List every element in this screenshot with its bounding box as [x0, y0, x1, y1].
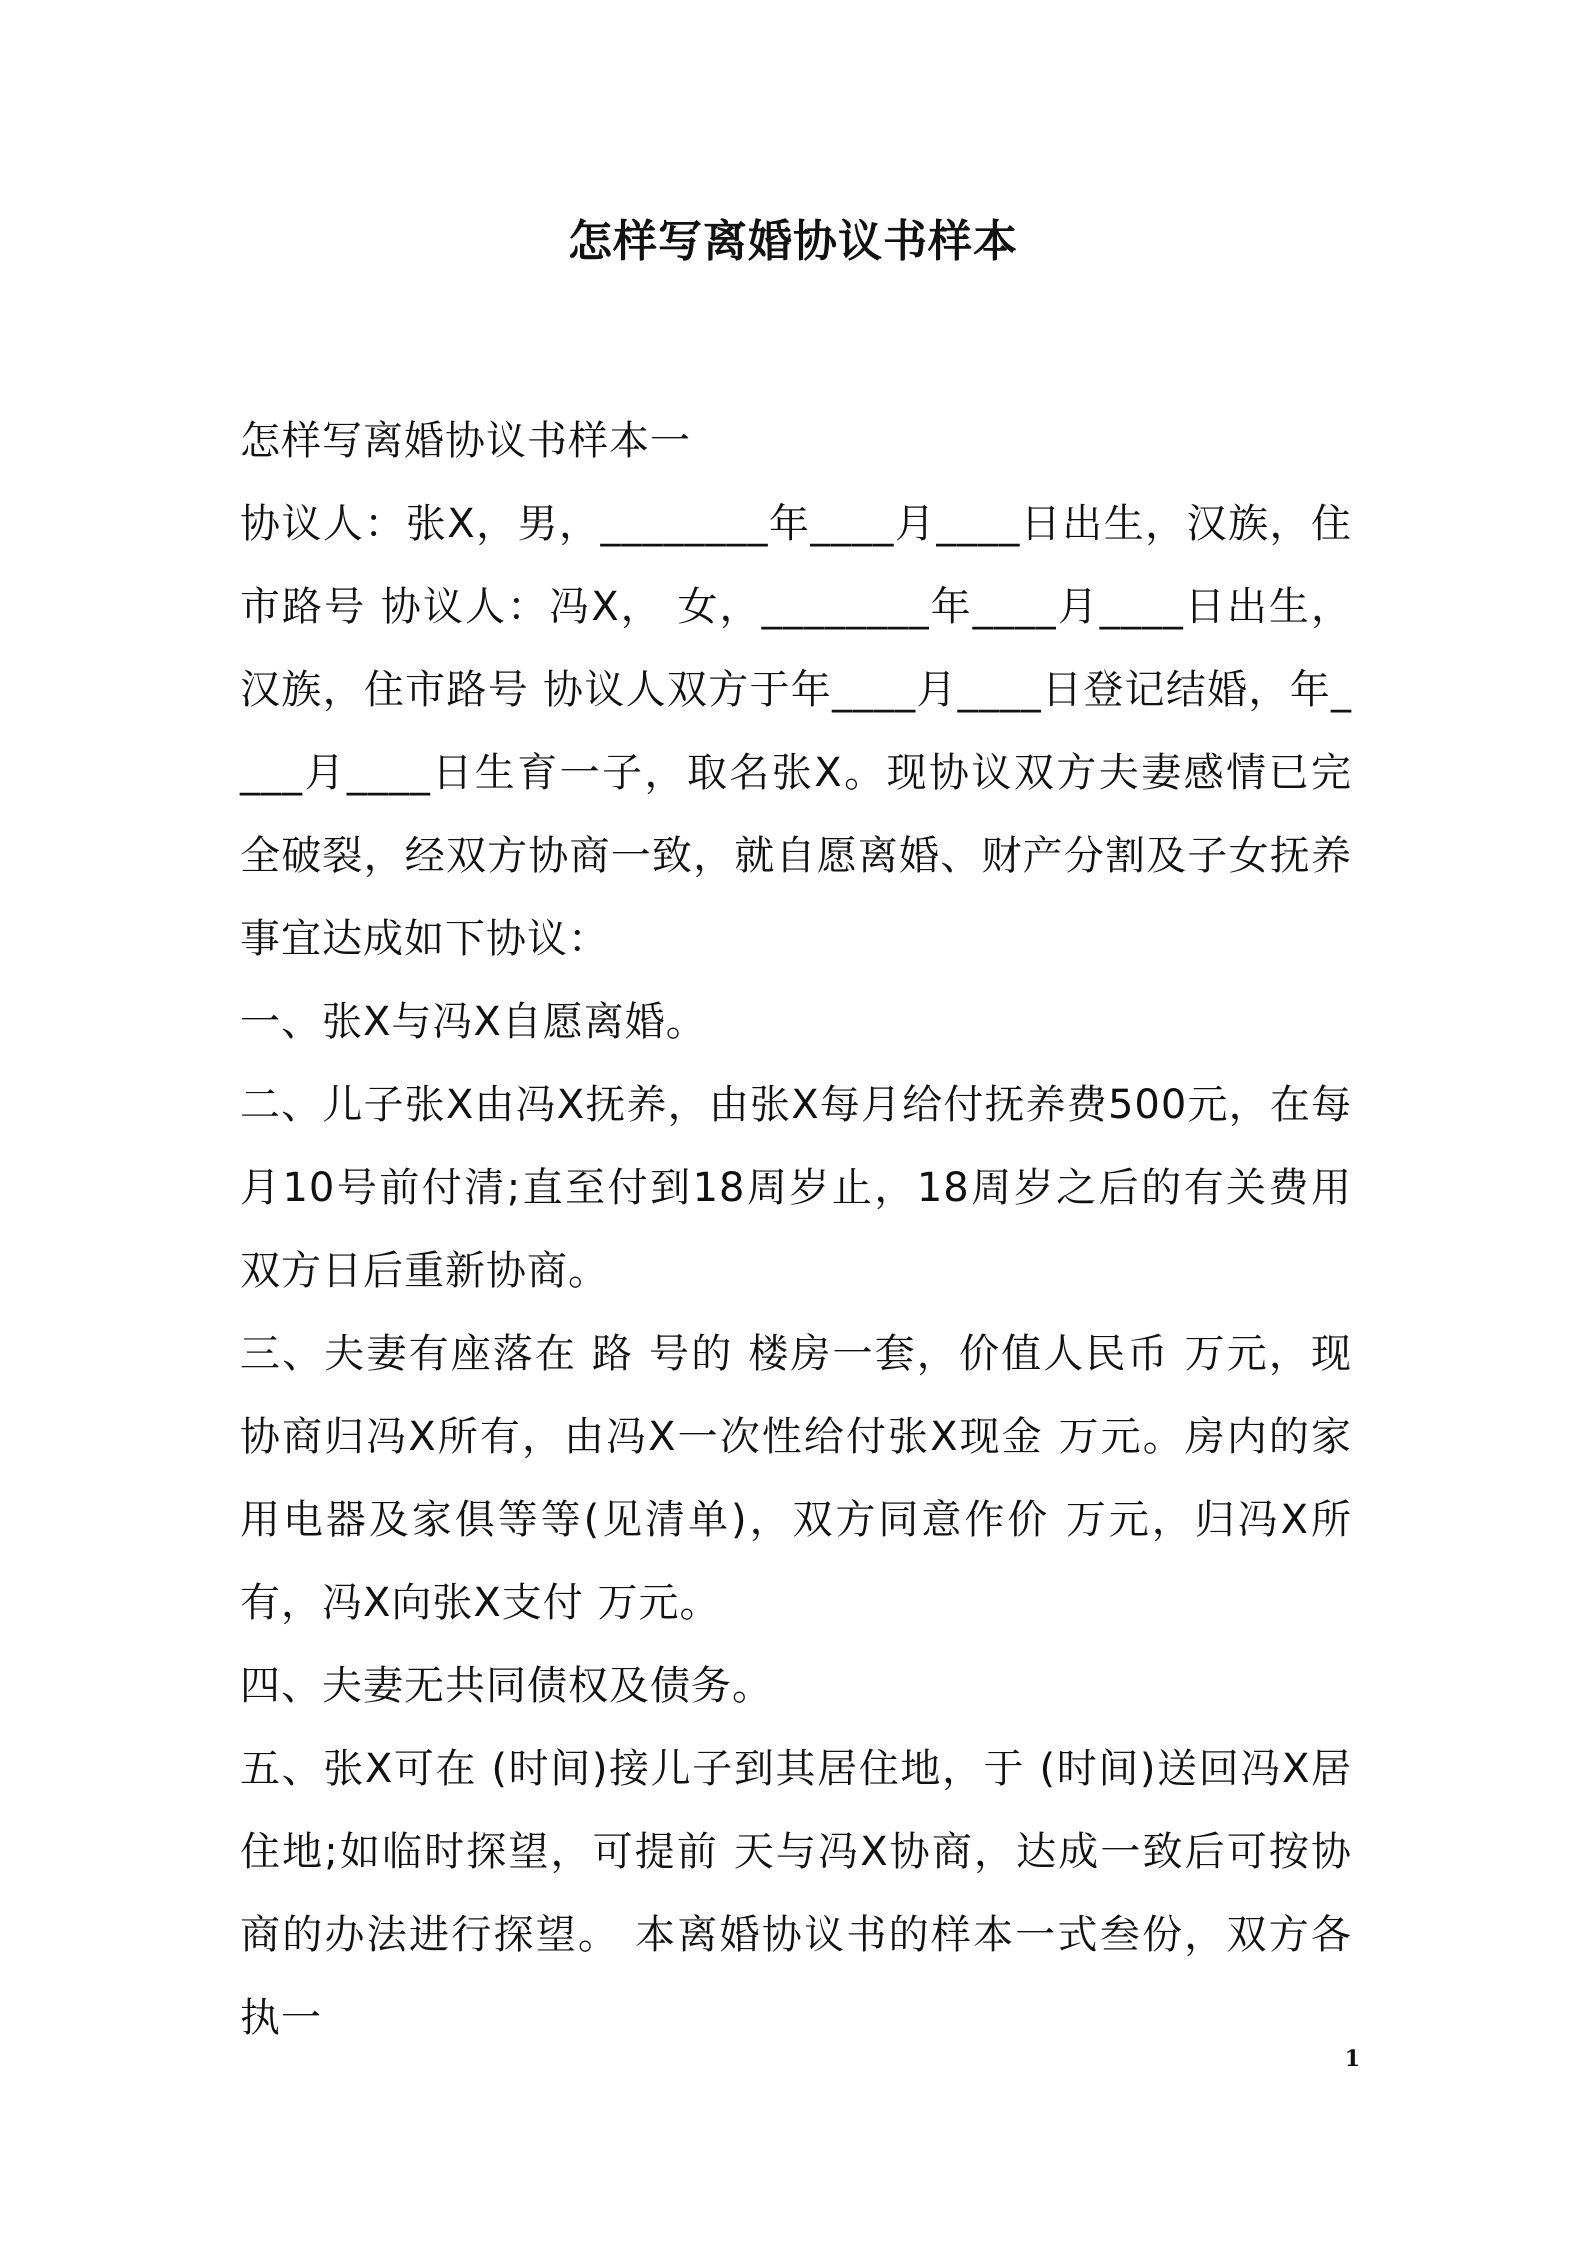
paragraph-parties: 协议人：张X，男，________年____月____日出生，汉族，住市路号 协议人：冯X， 女，________年____月____日出生，汉族，住市路号 协议人双方于年____月____日登记结婚，年____月____日生育一子，取名张X。现协议双方夫妻感情已完全破裂，经双方协商一致，就自愿离婚、财产分割及子女抚养事宜达成如下协议： — [240, 501, 1352, 962]
document-title: 怎样写离婚协议书样本 — [568, 216, 1018, 267]
clause-1: 一、张X与冯X自愿离婚。 — [240, 999, 707, 1045]
clause-5: 五、张X可在 (时间)接儿子到其居住地，于 (时间)送回冯X居住地;如临时探望，可提前 天与冯X协商，达成一致后可按协商的办法进行探望。 本离婚协议书的样本一式叁份，双方各执一 — [240, 1746, 1352, 2041]
section-heading: 怎样写离婚协议书样本一 — [240, 418, 691, 464]
clause-3: 三、夫妻有座落在 路 号的 楼房一套，价值人民币 万元，现协商归冯X所有，由冯X一次性给付张X现金 万元。房内的家用电器及家俱等等(见清单)，双方同意作价 万元，归冯X所有，冯X向张X支付 万元。 — [240, 1331, 1352, 1626]
clause-2: 二、儿子张X由冯X抚养，由张X每月给付抚养费500元，在每月10号前付清;直至付到18周岁止，18周岁之后的有关费用双方日后重新协商。 — [240, 1082, 1352, 1294]
page-number: 1 — [1344, 2046, 1360, 2072]
clause-4: 四、夫妻无共同债权及债务。 — [240, 1663, 773, 1709]
document-body — [240, 400, 1352, 2060]
